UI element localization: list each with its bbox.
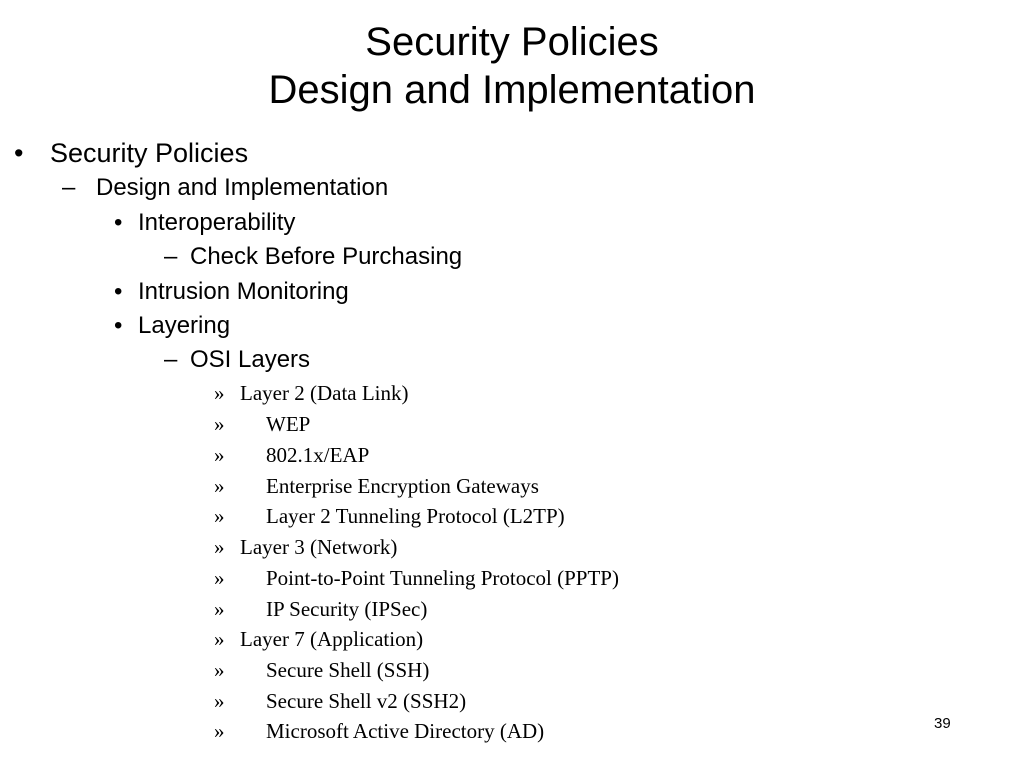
- sub-item-text: Design and Implementation: [96, 174, 389, 201]
- dash-marker: –: [164, 243, 178, 270]
- chevron-marker: »: [214, 689, 225, 713]
- sub-item-text: Layer 7 (Application): [240, 627, 424, 651]
- chevron-marker: »: [214, 597, 225, 621]
- bullet-marker: •: [14, 138, 24, 168]
- bullet-marker: •: [114, 209, 123, 236]
- page-number: 39: [934, 715, 951, 732]
- sub-item-text: IP Security (IPSec): [266, 597, 428, 621]
- chevron-marker: »: [214, 504, 225, 528]
- sub-item-text: Check Before Purchasing: [190, 243, 463, 270]
- sub-item-text: Secure Shell (SSH): [266, 658, 430, 682]
- chevron-marker: »: [214, 474, 225, 498]
- sub-item-text: Enterprise Encryption Gateways: [266, 474, 539, 498]
- slide-title-line-1: Security Policies: [365, 20, 659, 64]
- bullet-text: Intrusion Monitoring: [138, 278, 349, 305]
- chevron-marker: »: [214, 719, 225, 743]
- chevron-marker: »: [214, 627, 225, 651]
- dash-marker: –: [62, 174, 76, 201]
- bullet-marker: •: [114, 312, 123, 339]
- bullet-text: Interoperability: [138, 209, 296, 236]
- slide-title-line-2: Design and Implementation: [268, 68, 756, 112]
- sub-item-text: Layer 2 Tunneling Protocol (L2TP): [266, 504, 565, 528]
- chevron-marker: »: [214, 381, 225, 405]
- sub-item-text: Layer 3 (Network): [240, 535, 398, 559]
- bullet-text: Layering: [138, 312, 231, 339]
- chevron-marker: »: [214, 412, 225, 436]
- sub-item-text: OSI Layers: [190, 346, 311, 373]
- sub-item-text: Point-to-Point Tunneling Protocol (PPTP): [266, 566, 619, 590]
- bullet-marker: •: [114, 278, 123, 305]
- bullet-text: Security Policies: [50, 138, 249, 168]
- dash-marker: –: [164, 346, 178, 373]
- chevron-marker: »: [214, 535, 225, 559]
- slide-title: [0, 18, 1024, 114]
- sub-item-text: Layer 2 (Data Link): [240, 381, 409, 405]
- sub-item-text: Secure Shell v2 (SSH2): [266, 689, 467, 713]
- chevron-marker: »: [214, 443, 225, 467]
- sub-item-text: 802.1x/EAP: [266, 443, 370, 467]
- sub-item-text: WEP: [266, 412, 311, 436]
- chevron-marker: »: [214, 658, 225, 682]
- chevron-marker: »: [214, 566, 225, 590]
- sub-item-text: Microsoft Active Directory (AD): [266, 719, 545, 743]
